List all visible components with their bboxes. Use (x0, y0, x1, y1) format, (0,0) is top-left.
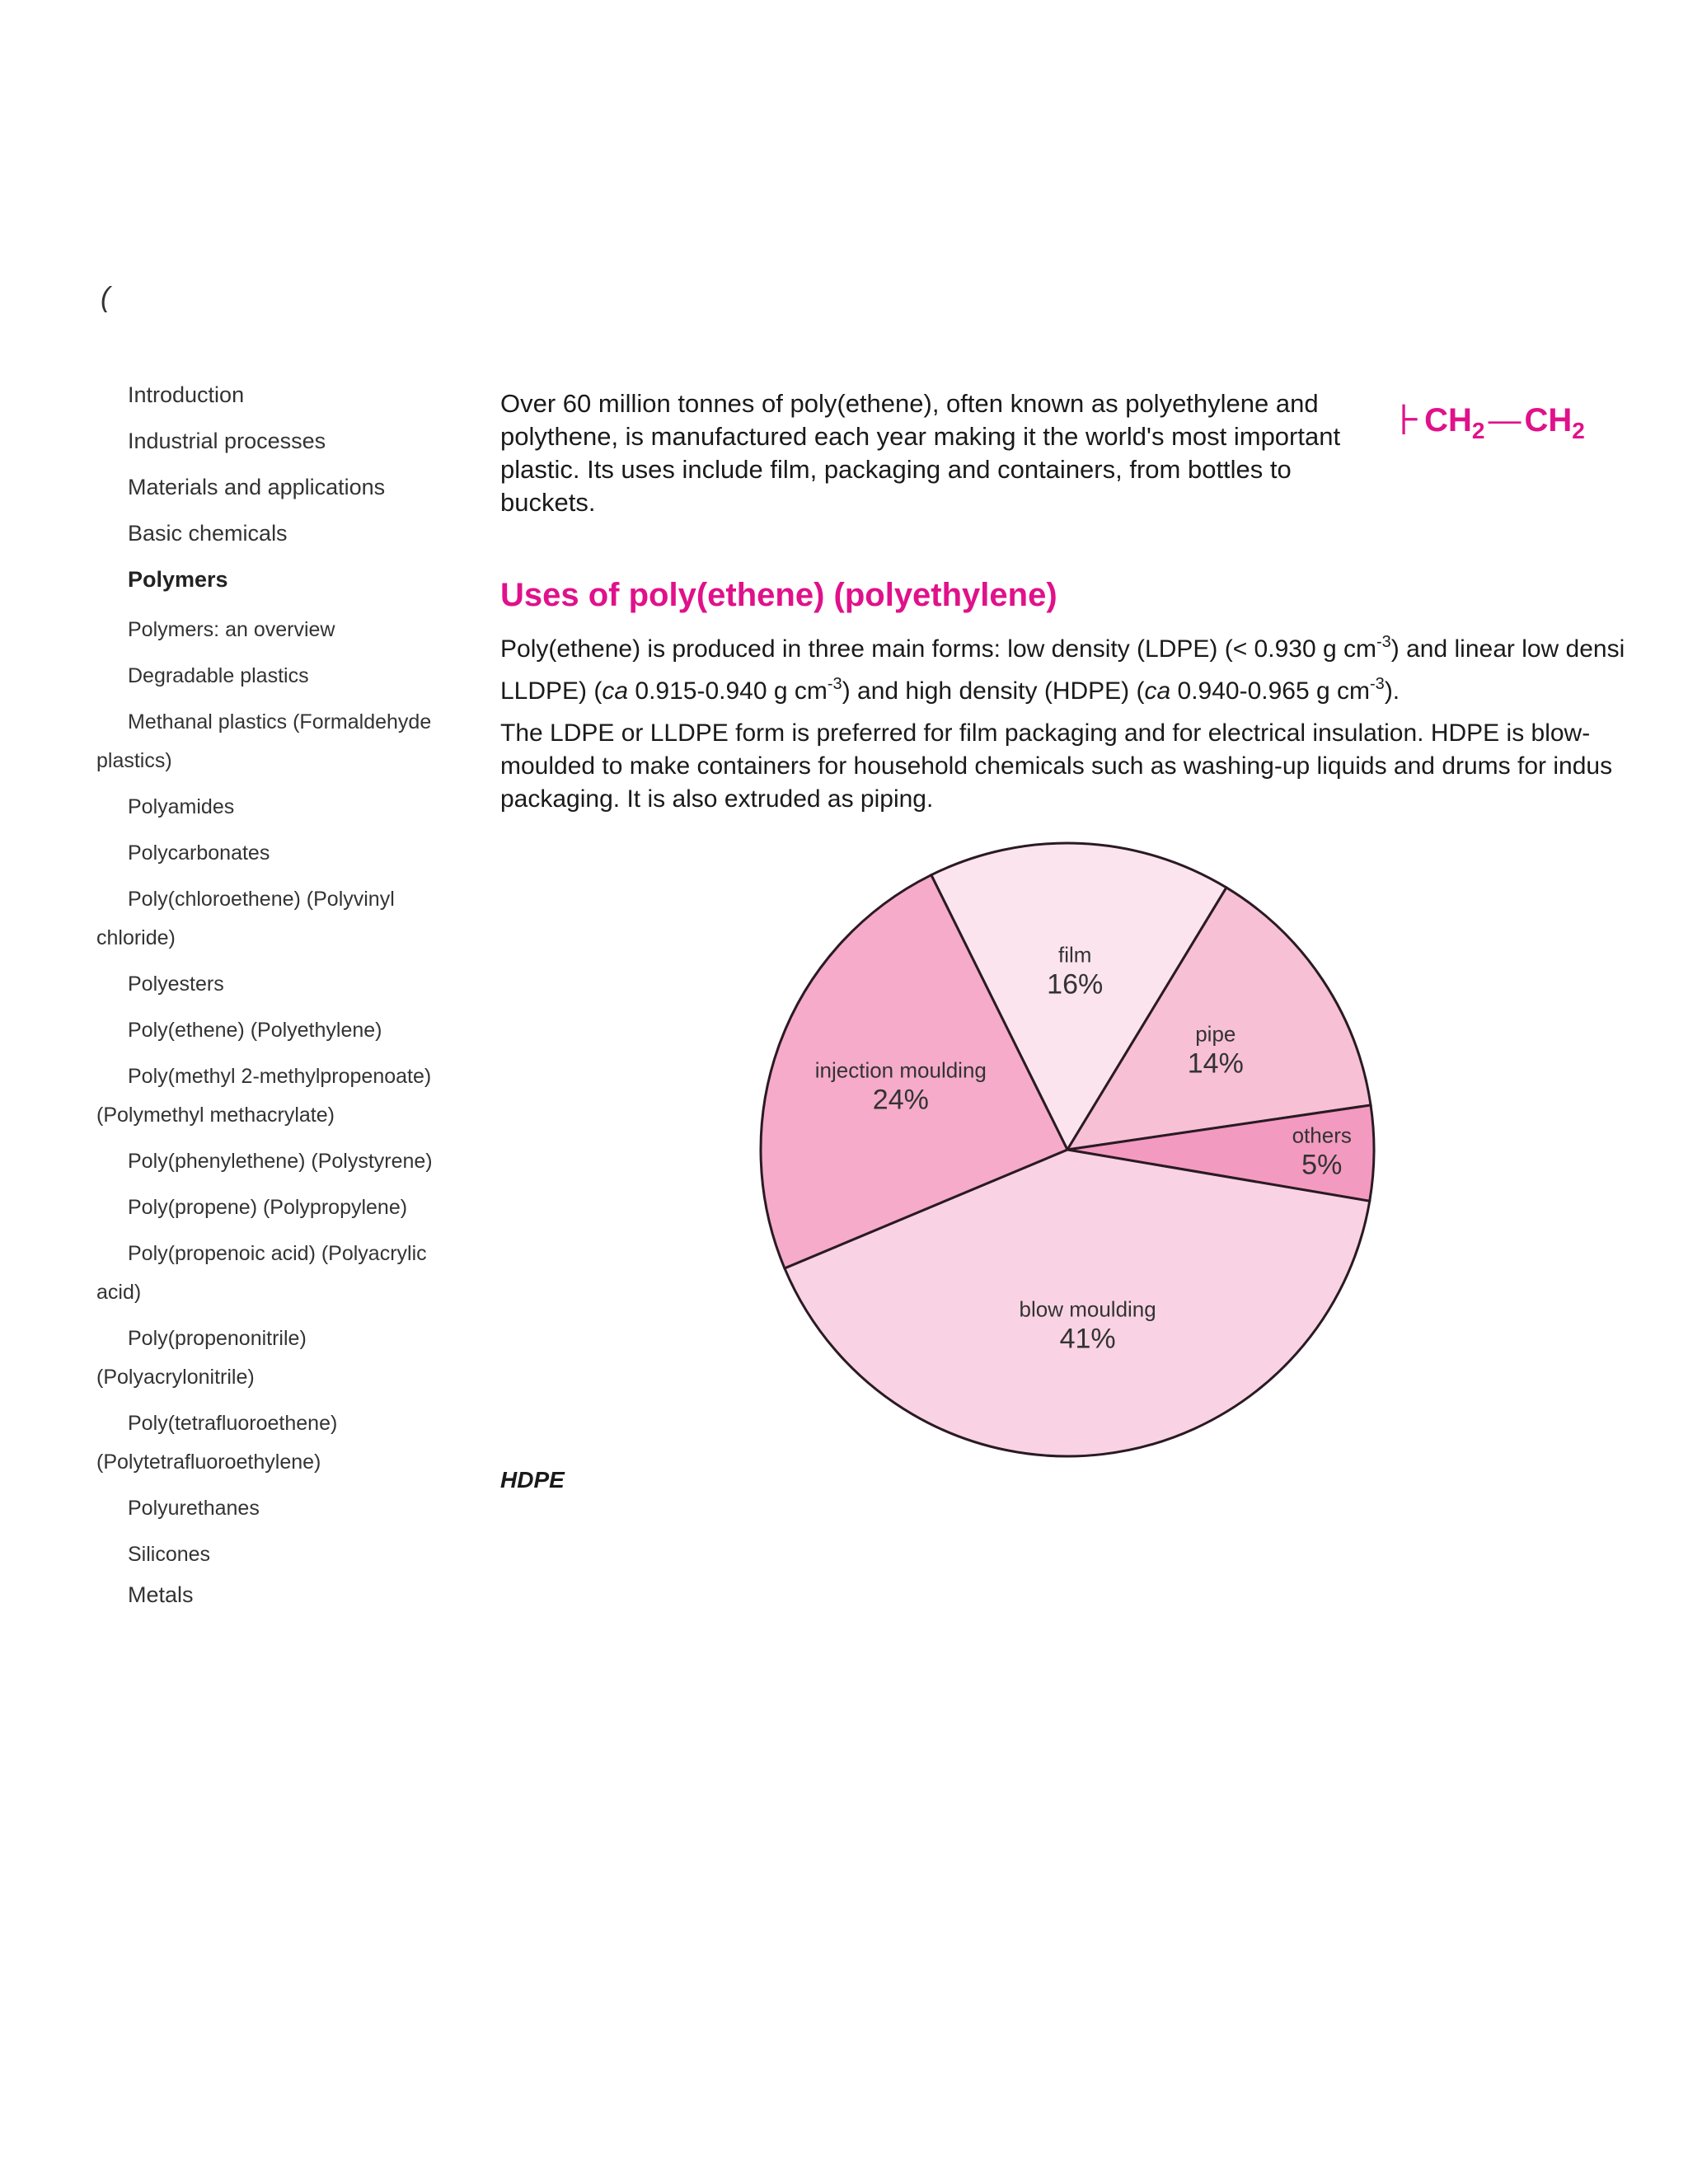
sidebar-subitem-silicones[interactable]: Silicones (128, 1543, 211, 1566)
sidebar-subitem-polyamides[interactable]: Polyamides (128, 795, 235, 818)
sidebar-item-basic-chemicals[interactable]: Basic chemicals (128, 521, 288, 546)
sidebar-item-metals[interactable]: Metals (128, 1582, 194, 1607)
pie-label-blow-moulding: blow moulding (1019, 1296, 1156, 1322)
formula-unit-1: CH (1424, 402, 1472, 438)
text-fragment: ) and high density (HDPE) ( (842, 677, 1145, 705)
sidebar-subitem-polyacrylic[interactable]: Poly(propenoic acid) (Polyacrylic acid) (96, 1242, 427, 1304)
formula-bracket-icon: ⊦ (1399, 396, 1422, 444)
sidebar-item-introduction[interactable]: Introduction (128, 382, 245, 407)
sidebar-subitem-methanal[interactable]: Methanal plastics (Formaldehyde plastics) (96, 710, 432, 772)
sidebar-nav (96, 382, 457, 1628)
pie-label-injection-moulding: injection moulding (814, 1057, 987, 1083)
sidebar-subitem-ptfe[interactable]: Poly(tetrafluoroethene) (Polytetrafluoroethylene) (96, 1412, 338, 1474)
sidebar-subitem-pvc[interactable]: Poly(chloroethene) (Polyvinyl chloride) (96, 888, 395, 949)
pie-label-film: film (1057, 942, 1092, 968)
superscript: -3 (827, 675, 842, 693)
corner-glyph: ( (101, 282, 110, 313)
sidebar-subitem-pmma[interactable]: Poly(methyl 2-methylpropenoate) (Polymethyl methacrylate) (96, 1065, 432, 1127)
intro-paragraph: Over 60 million tonnes of poly(ethene), often known as polyethylene and polythene, is manufactured each year making it the world's most important plastic. Its uses include film, packaging and containers, from bottles to buckets. (500, 389, 1341, 517)
formula-unit-2: CH (1524, 402, 1573, 438)
sidebar-subitem-polyacrylonitrile[interactable]: Poly(propenonitrile) (Polyacrylonitrile) (96, 1327, 307, 1389)
text-fragment: 0.940-0.965 g cm (1170, 677, 1371, 705)
sidebar-subitem-polycarbonates[interactable]: Polycarbonates (128, 841, 270, 865)
chart-caption: HDPE (500, 1467, 565, 1493)
density-paragraph (500, 628, 1625, 712)
formula-sub-2: 2 (1572, 418, 1585, 443)
sidebar-subitem-polyurethanes[interactable]: Polyurethanes (128, 1497, 260, 1520)
pie-value-blow-moulding: 41% (1059, 1323, 1116, 1355)
text-line: moulded to make containers for household chemicals such as washing-up liquids and drums for indus (500, 752, 1613, 780)
pie-label-pipe: pipe (1195, 1021, 1236, 1047)
sidebar-subitem-polyesters[interactable]: Polyesters (128, 972, 224, 996)
formula-sub-1: 2 (1471, 418, 1485, 443)
sidebar-subitem-overview[interactable]: Polymers: an overview (128, 618, 335, 641)
sidebar-subitem-polystyrene[interactable]: Poly(phenylethene) (Polystyrene) (128, 1150, 433, 1173)
text-fragment: ). (1384, 677, 1400, 705)
uses-pie-chart (746, 828, 1389, 1471)
pie-value-pipe: 14% (1187, 1047, 1244, 1080)
sidebar-subitem-polypropene[interactable]: Poly(propene) (Polypropylene) (128, 1196, 408, 1219)
sidebar-item-polymers[interactable]: Polymers (128, 567, 228, 592)
text-line: packaging. It is also extruded as piping. (500, 785, 934, 813)
sidebar-subitem-degradable[interactable]: Degradable plastics (128, 664, 309, 687)
sidebar-sublist-polymers (96, 611, 457, 1574)
uses-paragraph (500, 717, 1613, 816)
text-line: The LDPE or LLDPE form is preferred for film packaging and for electrical insulation. HDPE is blow- (500, 719, 1591, 747)
text-fragment: Poly(ethene) is produced in three main forms: low density (LDPE) (< 0.930 g cm (500, 635, 1376, 663)
superscript: -3 (1370, 675, 1385, 693)
sidebar-item-industrial-processes[interactable]: Industrial processes (128, 429, 326, 453)
text-italic-ca: ca (602, 677, 629, 705)
section-heading: Uses of poly(ethene) (polyethylene) (500, 577, 1057, 613)
text-fragment: ) and linear low densi (1390, 635, 1625, 663)
pie-value-film: 16% (1047, 968, 1104, 1001)
formula-bond-icon: — (1488, 402, 1522, 438)
text-fragment: 0.915-0.940 g cm (628, 677, 828, 705)
pie-value-others: 5% (1301, 1149, 1343, 1181)
pie-label-others: others (1292, 1122, 1352, 1148)
sidebar-item-materials-applications[interactable]: Materials and applications (128, 475, 386, 499)
sidebar-subitem-polyethene[interactable]: Poly(ethene) (Polyethylene) (128, 1019, 382, 1042)
superscript: -3 (1376, 633, 1391, 651)
polyethene-formula (1399, 396, 1585, 445)
pie-value-injection-moulding: 24% (872, 1084, 929, 1116)
main-content (500, 387, 1625, 1541)
text-fragment: LLDPE) ( (500, 677, 603, 705)
text-italic-ca: ca (1144, 677, 1171, 705)
